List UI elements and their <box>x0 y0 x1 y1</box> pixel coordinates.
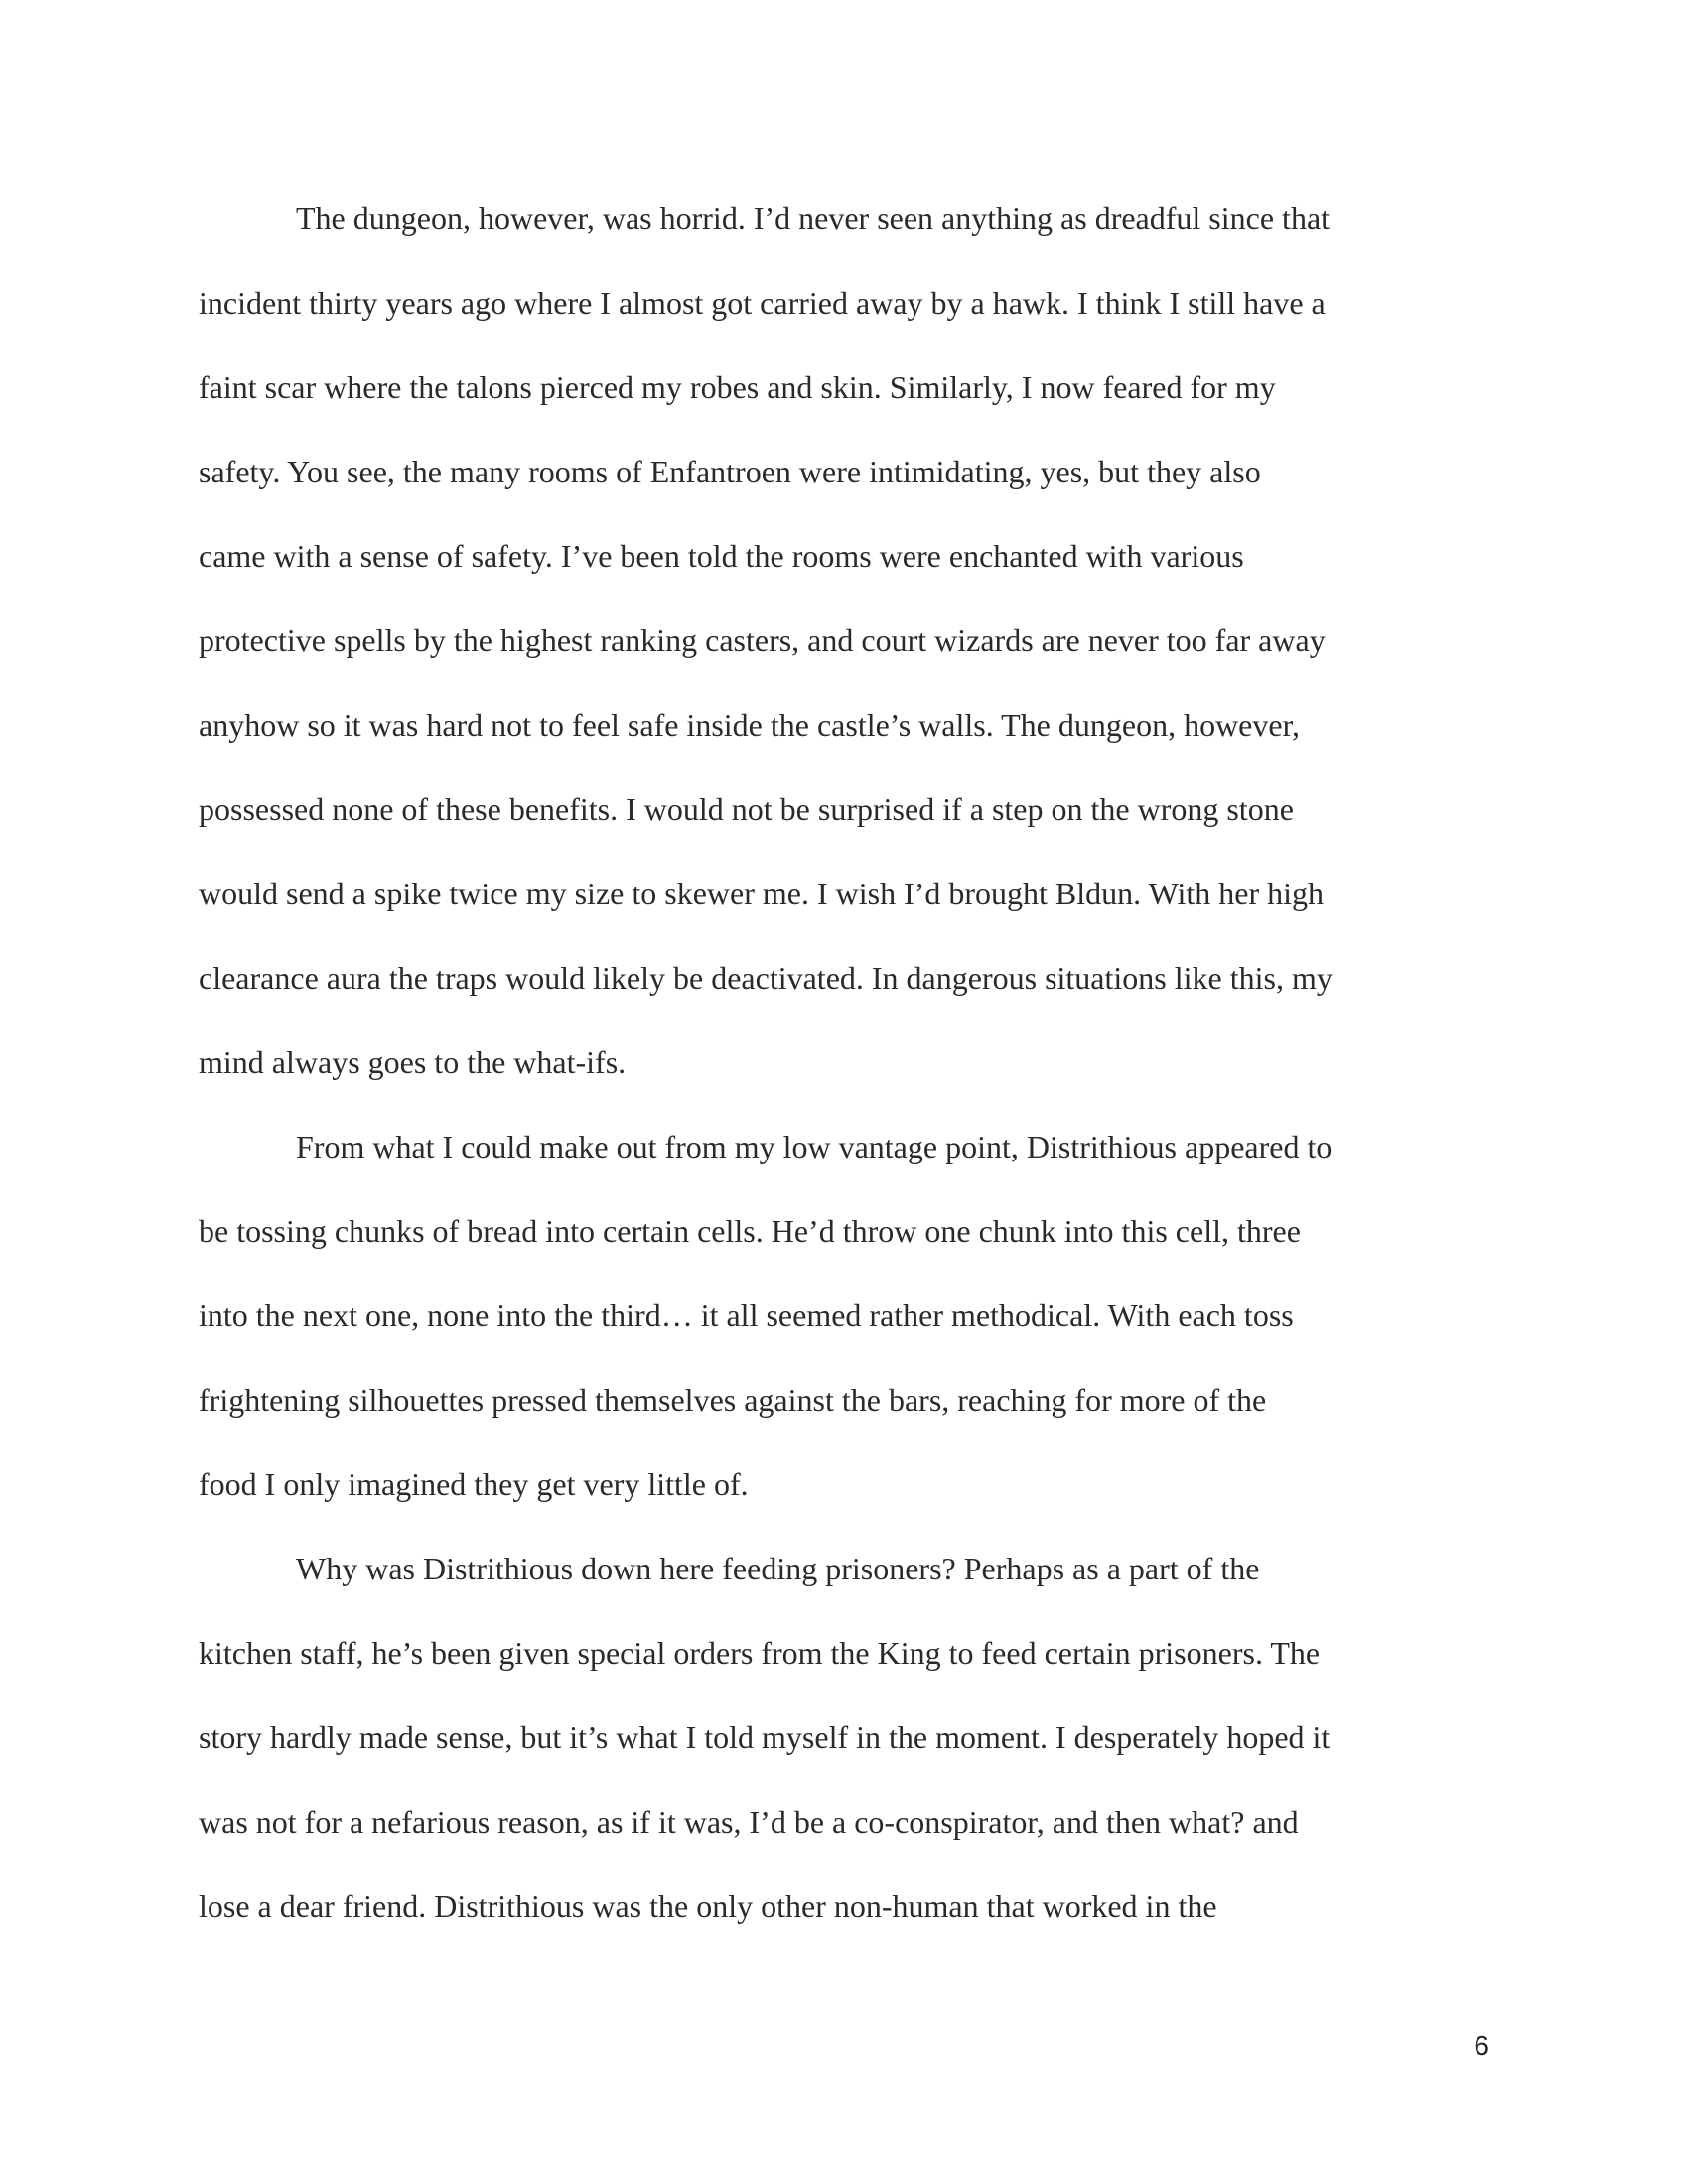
paragraph-3-line-4: was not for a nefarious reason, as if it was, I’d be a co-conspirator, and then what? and <box>199 1804 1299 1840</box>
paragraph-1-line-1: The dungeon, however, was horrid. I’d never seen anything as dreadful since that <box>296 201 1331 236</box>
paragraph-3-line-1: Why was Distrithious down here feeding prisoners? Perhaps as a part of the <box>296 1551 1260 1586</box>
paragraph-1-line-9: would send a spike twice my size to skewer me. I wish I’d brought Bldun. With her high <box>199 876 1325 911</box>
paragraph-1-line-6: protective spells by the highest ranking casters, and court wizards are never too far away <box>199 622 1326 658</box>
paragraph-1-line-5: came with a sense of safety. I’ve been told the rooms were enchanted with various <box>199 538 1244 574</box>
paragraph-1-line-3: faint scar where the talons pierced my robes and skin. Similarly, I now feared for my <box>199 369 1276 405</box>
paragraph-2-line-1: From what I could make out from my low vantage point, Distrithious appeared to <box>296 1129 1333 1164</box>
paragraph-1-line-4: safety. You see, the many rooms of Enfantroen were intimidating, yes, but they also <box>199 454 1261 489</box>
paragraph-3-line-3: story hardly made sense, but it’s what I told myself in the moment. I desperately hoped it <box>199 1719 1331 1755</box>
paragraph-1-line-11: mind always goes to the what-ifs. <box>199 1044 627 1080</box>
paragraph-3-line-5: lose a dear friend. Distrithious was the only other non-human that worked in the <box>199 1888 1217 1924</box>
paragraph-2-line-3: into the next one, none into the third… it all seemed rather methodical. With each toss <box>199 1297 1294 1333</box>
paragraph-3-line-2: kitchen staff, he’s been given special orders from the King to feed certain prisoners. The <box>199 1635 1321 1671</box>
paragraph-2-line-5: food I only imagined they get very little of. <box>199 1466 749 1502</box>
paragraph-1-line-10: clearance aura the traps would likely be deactivated. In dangerous situations like this, my <box>199 960 1333 996</box>
paragraph-2-line-2: be tossing chunks of bread into certain cells. He’d throw one chunk into this cell, three <box>199 1213 1301 1249</box>
paragraph-1-line-2: incident thirty years ago where I almost got carried away by a hawk. I think I still have a <box>199 285 1326 321</box>
paragraph-1-line-8: possessed none of these benefits. I would not be surprised if a step on the wrong stone <box>199 791 1294 827</box>
page-number: 6 <box>1474 2030 1489 2061</box>
paragraph-1-line-7: anyhow so it was hard not to feel safe inside the castle’s walls. The dungeon, however, <box>199 707 1300 743</box>
paragraph-2-line-4: frightening silhouettes pressed themselves against the bars, reaching for more of the <box>199 1382 1267 1418</box>
